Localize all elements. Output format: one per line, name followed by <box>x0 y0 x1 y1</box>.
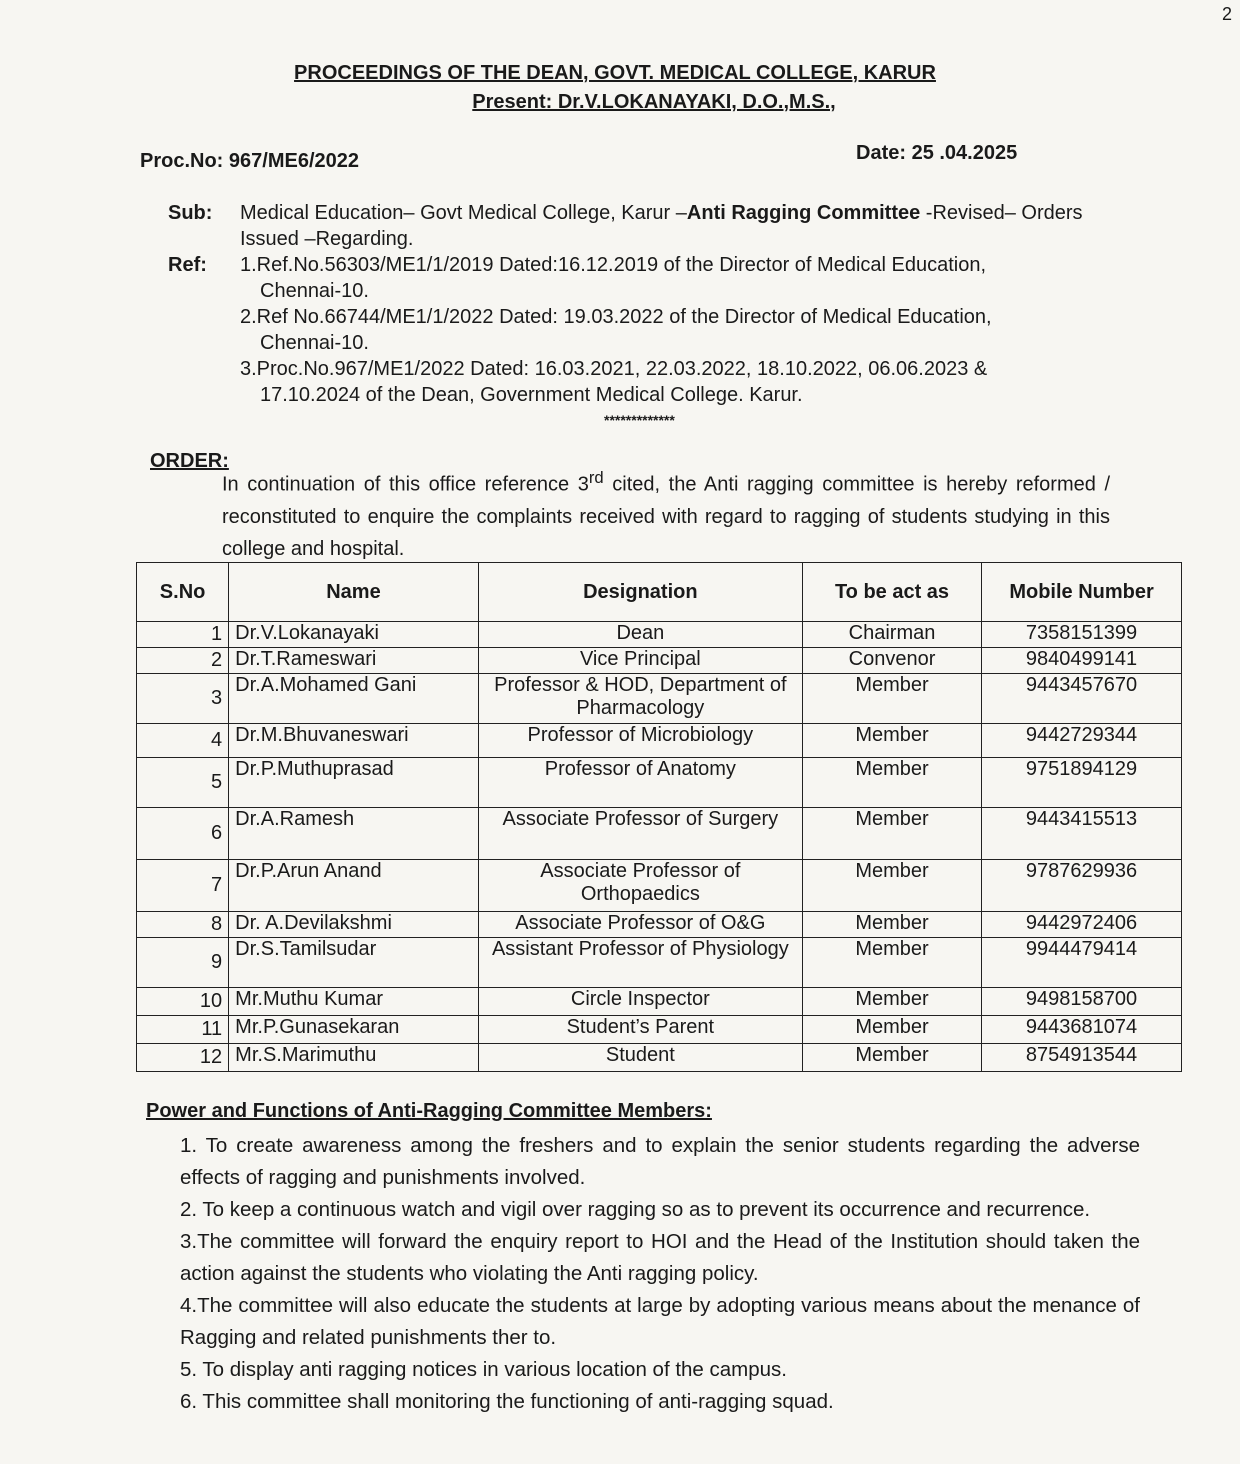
table-row <box>137 724 1182 758</box>
cell-designation: Circle Inspector <box>478 988 802 1016</box>
table-row <box>137 1044 1182 1072</box>
order-text-part1: In continuation of this office reference 3 <box>222 473 589 496</box>
cell-designation: Professor & HOD, Department of Pharmacology <box>478 674 802 724</box>
powers-item: 3.The committee will forward the enquiry report to HOI and the Head of the Institution should taken the action against the students who violating the Anti ragging policy. <box>180 1230 1140 1285</box>
header-sno: S.No <box>137 563 229 622</box>
cell-designation: Professor of Anatomy <box>478 758 802 808</box>
table-row <box>137 808 1182 860</box>
cell-role: Member <box>802 988 981 1016</box>
reference-line: 1.Ref.No.56303/ME1/1/2019 Dated:16.12.2019 of the Director of Medical Education, <box>240 254 987 276</box>
document-date: Date: 25 .04.2025 <box>856 142 1018 164</box>
powers-list <box>180 1130 1140 1418</box>
cell-role: Member <box>802 1016 981 1044</box>
table-row <box>137 758 1182 808</box>
order-heading: ORDER: <box>150 450 229 472</box>
cell-sno: 9 <box>137 938 229 988</box>
cell-designation: Professor of Microbiology <box>478 724 802 758</box>
cell-mobile: 9787629936 <box>982 860 1182 912</box>
cell-designation: Associate Professor of Orthopaedics <box>478 860 802 912</box>
powers-item: 6. This committee shall monitoring the functioning of anti-ragging squad. <box>180 1390 834 1413</box>
header-name: Name <box>229 563 479 622</box>
separator-stars: ************* <box>604 412 675 428</box>
cell-name: Dr. A.Devilakshmi <box>229 912 479 938</box>
cell-role: Member <box>802 808 981 860</box>
cell-role: Convenor <box>802 648 981 674</box>
cell-name: Dr.P.Arun Anand <box>229 860 479 912</box>
header-designation: Designation <box>478 563 802 622</box>
powers-item: 2. To keep a continuous watch and vigil over ragging so as to prevent its occurrence and recurrence. <box>180 1198 1091 1221</box>
reference-line: 3.Proc.No.967/ME1/2022 Dated: 16.03.2021, 22.03.2022, 18.10.2022, 06.06.2023 & <box>240 358 988 380</box>
reference-line: Chennai-10. <box>260 332 369 354</box>
cell-sno: 2 <box>137 648 229 674</box>
cell-sno: 1 <box>137 622 229 648</box>
cell-name: Dr.S.Tamilsudar <box>229 938 479 988</box>
cell-mobile: 9944479414 <box>982 938 1182 988</box>
table-row <box>137 1016 1182 1044</box>
table-row <box>137 860 1182 912</box>
document-title: PROCEEDINGS OF THE DEAN, GOVT. MEDICAL COLLEGE, KARUR <box>294 62 936 84</box>
proceeding-number: Proc.No: 967/ME6/2022 <box>140 150 359 172</box>
cell-mobile: 9443681074 <box>982 1016 1182 1044</box>
cell-designation: Associate Professor of Surgery <box>478 808 802 860</box>
table-row <box>137 674 1182 724</box>
reference-line: 2.Ref No.66744/ME1/1/2022 Dated: 19.03.2022 of the Director of Medical Education, <box>240 306 992 328</box>
reference-list <box>240 252 1110 408</box>
powers-heading: Power and Functions of Anti-Ragging Committee Members: <box>146 1100 712 1122</box>
reference-item <box>240 356 1110 408</box>
cell-sno: 7 <box>137 860 229 912</box>
header-mobile: Mobile Number <box>982 563 1182 622</box>
order-superscript: rd <box>588 468 604 487</box>
present-line: Present: Dr.V.LOKANAYAKI, D.O.,M.S., <box>472 91 836 113</box>
page-number: 2 <box>1221 4 1232 24</box>
table-row <box>137 622 1182 648</box>
subject-block <box>168 200 1128 252</box>
table-row <box>137 912 1182 938</box>
cell-designation: Dean <box>478 622 802 648</box>
cell-mobile: 9443415513 <box>982 808 1182 860</box>
cell-role: Member <box>802 674 981 724</box>
powers-item: 5. To display anti ragging notices in various location of the campus. <box>180 1358 788 1381</box>
reference-line: Chennai-10. <box>260 280 369 302</box>
document-header <box>0 62 1240 114</box>
cell-sno: 5 <box>137 758 229 808</box>
cell-mobile: 9442972406 <box>982 912 1182 938</box>
cell-role: Member <box>802 860 981 912</box>
cell-designation: Associate Professor of O&G <box>478 912 802 938</box>
cell-role: Member <box>802 1044 981 1072</box>
reference-label: Ref: <box>168 254 207 276</box>
cell-mobile: 8754913544 <box>982 1044 1182 1072</box>
cell-sno: 11 <box>137 1016 229 1044</box>
cell-name: Dr.M.Bhuvaneswari <box>229 724 479 758</box>
cell-role: Member <box>802 938 981 988</box>
table-row <box>137 648 1182 674</box>
cell-designation: Student’s Parent <box>478 1016 802 1044</box>
cell-designation: Student <box>478 1044 802 1072</box>
subject-label: Sub: <box>168 202 213 224</box>
cell-sno: 12 <box>137 1044 229 1072</box>
cell-role: Member <box>802 758 981 808</box>
cell-mobile: 9751894129 <box>982 758 1182 808</box>
reference-block <box>168 252 1128 408</box>
cell-mobile: 9443457670 <box>982 674 1182 724</box>
cell-mobile: 9442729344 <box>982 724 1182 758</box>
order-paragraph <box>150 462 1110 565</box>
reference-item <box>240 252 1110 304</box>
cell-mobile: 9498158700 <box>982 988 1182 1016</box>
cell-name: Mr.Muthu Kumar <box>229 988 479 1016</box>
subject-text-bold: Anti Ragging Committee <box>686 202 921 224</box>
header-role: To be act as <box>802 563 981 622</box>
table-row <box>137 938 1182 988</box>
table-header-row <box>137 563 1182 622</box>
cell-name: Dr.V.Lokanayaki <box>229 622 479 648</box>
cell-sno: 6 <box>137 808 229 860</box>
reference-item <box>240 304 1110 356</box>
cell-designation: Vice Principal <box>478 648 802 674</box>
cell-name: Dr.P.Muthuprasad <box>229 758 479 808</box>
cell-name: Dr.A.Mohamed Gani <box>229 674 479 724</box>
subject-text-pre: Medical Education– Govt Medical College, Karur – <box>240 202 687 224</box>
committee-table <box>136 562 1182 1072</box>
subject-text-post: -Revised– Orders Issued –Regarding. <box>240 202 1083 250</box>
subject-text <box>240 200 1110 252</box>
table-body <box>137 622 1182 1072</box>
cell-designation: Assistant Professor of Physiology <box>478 938 802 988</box>
cell-name: Dr.A.Ramesh <box>229 808 479 860</box>
cell-name: Mr.P.Gunasekaran <box>229 1016 479 1044</box>
order-text-part2: cited, the Anti ragging committee is hereby reformed / reconstituted to enquire the complaints received with regard to ragging of students studying in this college and hospital. <box>222 473 1110 560</box>
reference-line: 17.10.2024 of the Dean, Government Medical College. Karur. <box>260 384 803 406</box>
cell-name: Mr.S.Marimuthu <box>229 1044 479 1072</box>
cell-mobile: 9840499141 <box>982 648 1182 674</box>
cell-mobile: 7358151399 <box>982 622 1182 648</box>
cell-sno: 10 <box>137 988 229 1016</box>
powers-item: 1. To create awareness among the freshers and to explain the senior students regarding the adverse effects of ragging and punishments involved. <box>180 1134 1140 1189</box>
cell-sno: 4 <box>137 724 229 758</box>
cell-role: Member <box>802 724 981 758</box>
cell-sno: 8 <box>137 912 229 938</box>
cell-name: Dr.T.Rameswari <box>229 648 479 674</box>
cell-sno: 3 <box>137 674 229 724</box>
cell-role: Member <box>802 912 981 938</box>
powers-item: 4.The committee will also educate the students at large by adopting various means about the menance of Ragging and related punishments ther to. <box>180 1294 1140 1349</box>
table-row <box>137 988 1182 1016</box>
cell-role: Chairman <box>802 622 981 648</box>
